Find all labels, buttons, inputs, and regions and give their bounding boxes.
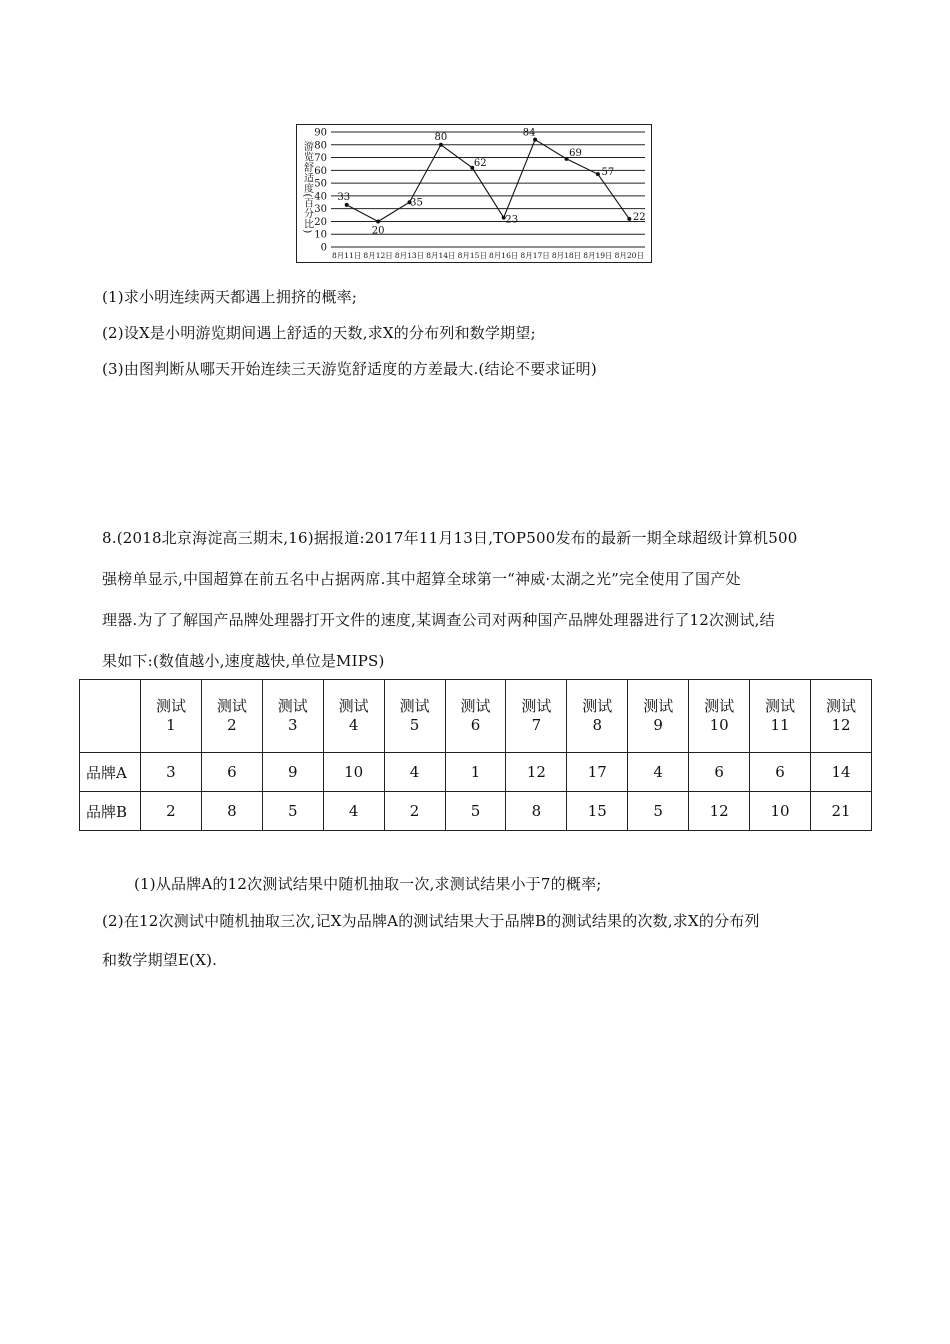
table-cell: 5 (628, 792, 689, 831)
x-tick-label: 8月12日 (363, 251, 393, 260)
table-cell: 2 (384, 792, 445, 831)
data-point (376, 219, 380, 223)
y-axis-label: 游览舒适度(百分比) (301, 141, 313, 234)
table-cell: 6 (750, 753, 811, 792)
x-tick-label: 8月20日 (614, 251, 644, 260)
table-cell: 8 (506, 792, 567, 831)
table-cell: 21 (810, 792, 871, 831)
header-num-cell: 4 (323, 716, 384, 753)
header-word-cell: 测试 (750, 680, 811, 717)
x-tick-label: 8月17日 (520, 251, 550, 260)
q7-part1: (1)求小明连续两天都遇上拥挤的概率; (102, 288, 358, 306)
table-cell: 4 (323, 792, 384, 831)
table-cell: 5 (262, 792, 323, 831)
header-word-cell: 测试 (384, 680, 445, 717)
table-header-row (80, 680, 872, 717)
data-point (439, 143, 443, 147)
header-num-cell: 10 (689, 716, 750, 753)
table-cell: 14 (810, 753, 871, 792)
y-tick-label: 70 (314, 153, 327, 165)
p8-part2-cont: 和数学期望E(X). (102, 951, 218, 969)
header-num-cell: 3 (262, 716, 323, 753)
y-tick-label: 0 (320, 242, 327, 254)
table-cell: 1 (445, 753, 506, 792)
data-label: 80 (434, 131, 448, 143)
header-num-cell: 6 (445, 716, 506, 753)
table-row (80, 753, 872, 792)
row-label: 品牌A (80, 753, 141, 792)
data-series-line (347, 140, 630, 222)
table-cell: 10 (750, 792, 811, 831)
header-word-cell: 测试 (141, 680, 202, 717)
y-tick-label: 30 (314, 204, 327, 216)
table-cell: 3 (141, 753, 202, 792)
x-tick-label: 8月11日 (332, 251, 362, 260)
table-cell: 6 (201, 753, 262, 792)
table-cell: 17 (567, 753, 628, 792)
header-num-cell: 11 (750, 716, 811, 753)
header-word-cell: 测试 (201, 680, 262, 717)
header-word-cell: 测试 (628, 680, 689, 717)
x-tick-label: 8月19日 (583, 251, 613, 260)
header-word-cell: 测试 (323, 680, 384, 717)
p8-part2: (2)在12次测试中随机抽取三次,记X为品牌A的测试结果大于品牌B的测试结果的次数,求X的分布列 (102, 912, 760, 930)
data-point (627, 217, 631, 221)
header-num-cell: 8 (567, 716, 628, 753)
data-label: 23 (505, 214, 519, 226)
data-label: 69 (569, 147, 582, 159)
p8-part1: (1)从品牌A的12次测试结果中随机抽取一次,求测试结果小于7的概率; (134, 875, 602, 893)
p8-line1: 8.(2018北京海淀高三期末,16)据报道:2017年11月13日,TOP500发布的最新一期全球超级计算机500 (102, 529, 798, 547)
x-tick-label: 8月15日 (457, 251, 487, 260)
y-tick-label: 80 (314, 140, 327, 152)
table-cell: 2 (141, 792, 202, 831)
row-label: 品牌B (80, 792, 141, 831)
header-word-cell: 测试 (506, 680, 567, 717)
header-word-cell: 测试 (262, 680, 323, 717)
table-cell: 4 (384, 753, 445, 792)
table-row (80, 792, 872, 831)
header-word-cell: 测试 (445, 680, 506, 717)
y-tick-label: 40 (314, 191, 327, 203)
header-num-cell: 5 (384, 716, 445, 753)
data-label: 84 (522, 127, 536, 139)
speed-test-table (79, 679, 872, 831)
table-cell: 9 (262, 753, 323, 792)
x-tick-label: 8月13日 (394, 251, 425, 260)
y-tick-label: 60 (314, 165, 327, 177)
data-point (565, 157, 569, 161)
table-cell: 12 (689, 792, 750, 831)
data-label: 35 (410, 197, 423, 209)
header-num-cell: 1 (141, 716, 202, 753)
data-label: 20 (371, 225, 385, 237)
data-label: 62 (473, 157, 487, 169)
data-label: 22 (632, 211, 646, 223)
table-cell: 4 (628, 753, 689, 792)
data-point (345, 203, 349, 207)
header-num-cell: 2 (201, 716, 262, 753)
table-cell: 8 (201, 792, 262, 831)
p8-line3: 理器.为了了解国产品牌处理器打开文件的速度,某调查公司对两种国产品牌处理器进行了12次测试,结 (102, 611, 775, 629)
table-cell: 5 (445, 792, 506, 831)
chart-canvas (297, 125, 650, 261)
table-corner-cell (80, 680, 141, 753)
header-num-cell: 7 (506, 716, 567, 753)
q7-part2: (2)设X是小明游览期间遇上舒适的天数,求X的分布列和数学期望; (102, 324, 536, 342)
table-cell: 6 (689, 753, 750, 792)
x-tick-label: 8月18日 (551, 251, 582, 260)
header-num-cell: 12 (810, 716, 871, 753)
header-word-cell: 测试 (810, 680, 871, 717)
table-cell: 10 (323, 753, 384, 792)
header-word-cell: 测试 (567, 680, 628, 717)
header-num-cell: 9 (628, 716, 689, 753)
y-tick-label: 10 (314, 229, 327, 241)
table-cell: 12 (506, 753, 567, 792)
table-cell: 15 (567, 792, 628, 831)
x-tick-label: 8月16日 (489, 251, 519, 260)
y-tick-label: 90 (314, 127, 327, 139)
comfort-line-chart (296, 124, 652, 263)
y-tick-label: 20 (314, 216, 327, 228)
data-label: 33 (337, 191, 351, 203)
x-tick-label: 8月14日 (426, 251, 456, 260)
p8-line4: 果如下:(数值越小,速度越快,单位是MIPS) (102, 652, 385, 670)
data-point (596, 172, 600, 176)
q7-part3: (3)由图判断从哪天开始连续三天游览舒适度的方差最大.(结论不要求证明) (102, 360, 597, 378)
table-header-num-row (80, 716, 872, 753)
header-word-cell: 测试 (689, 680, 750, 717)
p8-line2: 强榜单显示,中国超算在前五名中占据两席.其中超算全球第一“神威·太湖之光”完全使用了国产处 (102, 570, 741, 588)
data-label: 57 (601, 167, 615, 179)
y-tick-label: 50 (314, 178, 327, 190)
